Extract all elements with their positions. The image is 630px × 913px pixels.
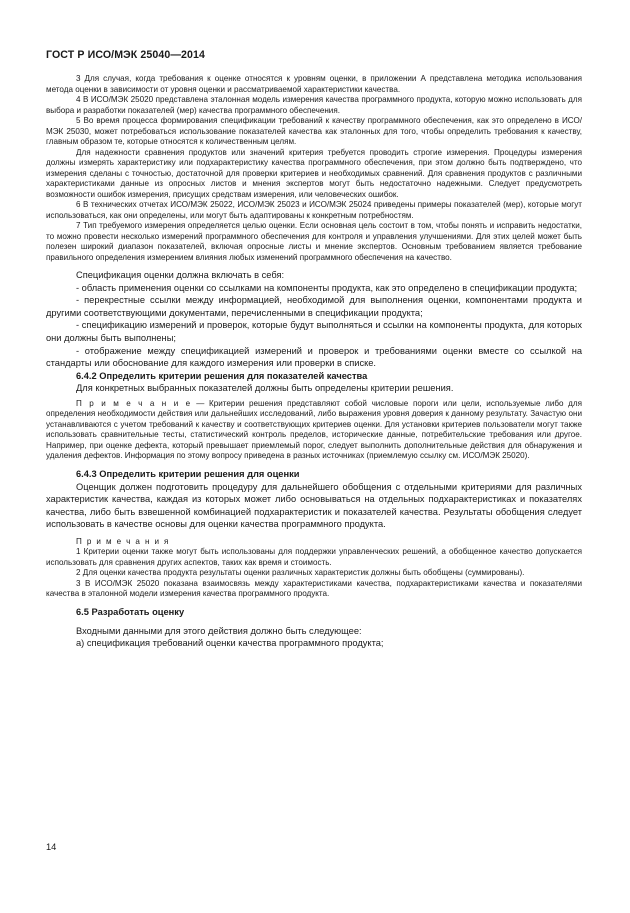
- note-text: — Критерии решения представляют собой числовые пороги или цели, используемые либо для определения необходимости действия или дальнейших исследований, либо выражения уровня доверия к данному результату. Зачастую они устанавливаются с учетом требований к качеству и соответствующих критериев оценки. Для установки критериев пользователи могут также использовать сравнительные тесты, статистический контроль пределов, исторические данные, потребительские требования или другое. Например, при оценке дефекта, который превышает приемлемый порог, следует выполнить дополнительные действия для обнаружения и удаления дефектов. Информация по этому вопросу приведена в разных источниках (приемлемую ссылку см. ИСО/МЭК 25020).: [46, 398, 582, 461]
- section-heading-6-4-3: 6.4.3 Определить критерии решения для оценки: [76, 468, 300, 479]
- section-6-4-2-note: [46, 399, 582, 462]
- page-header: ГОСТ Р ИСО/МЭК 25040—2014: [46, 49, 205, 61]
- section-6-5-item-a: а) спецификация требований оценки качества программного продукта;: [76, 638, 384, 649]
- note-label: П р и м е ч а н и е: [76, 398, 192, 408]
- section-heading-6-4-2: 6.4.2 Определить критерии решения для показателей качества: [76, 370, 368, 381]
- notes-label: П р и м е ч а н и я: [76, 536, 170, 546]
- section-6-4-2-text: Для конкретных выбранных показателей должны быть определены критерии решения.: [76, 383, 454, 394]
- section-6-4-3-note-1: 1 Критерии оценки также могут быть использованы для поддержки управленческих решений, а обобщенное качество допускается использовать для сравнения других аспектов, таких как время и стоимость.: [46, 547, 582, 567]
- section-heading-6-5: 6.5 Разработать оценку: [76, 606, 185, 617]
- note-4: 4 В ИСО/МЭК 25020 представлена эталонная модель измерения качества программного продукта, которую можно использовать для выбора и разработки показателей (мер) качества программного обеспечения.: [46, 95, 582, 115]
- spec-item-2: - перекрестные ссылки между информацией, необходимой для выполнения оценки, компонентами продукта и другими соответствующими документами, перечисленными в спецификации продукта;: [46, 295, 582, 318]
- note-5-continuation: Для надежности сравнения продуктов или значений критерия требуется проводить строгие измерения. Процедуры измерения должны измерять характеристику или подхарактеристику качества программного обеспечения, при этом должно быть подтверждено, что измерения сделаны с точностью, достаточной для проверки критериев и необходимых сравнений. Для сравнения продуктов с различными характеристиками данные из опросных листов и мнения экспертов могут быть недостаточно надежными. Следует предусмотреть возможности ошибок измерения, присущих средствам измерения, или человеческих ошибок.: [46, 147, 582, 199]
- spec-item-3: - спецификацию измерений и проверок, которые будут выполняться и ссылки на компоненты продукта, для которых они должны быть выполнены;: [46, 320, 582, 343]
- note-5: 5 Во время процесса формирования спецификации требований к качеству программного обеспечения, как это определено в ИСО/МЭК 25030, может потребоваться использование показателей качества как эталонных для того, чтобы определить требования к качеству, главным образом те, которые относятся к количественным целям.: [46, 116, 582, 146]
- note-3: 3 Для случая, когда требования к оценке относятся к уровням оценки, в приложении А представлена методика использования метода оценки в зависимости от уровня оценки и рассматриваемой характеристики качества.: [46, 74, 582, 94]
- spec-item-1: - область применения оценки со ссылками на компоненты продукта, как это определено в спецификации продукта;: [76, 282, 578, 293]
- section-6-5-intro: Входными данными для этого действия должно быть следующее:: [76, 625, 362, 636]
- spec-intro: Спецификация оценки должна включать в себя:: [76, 270, 285, 280]
- section-6-4-3-text: Оценщик должен подготовить процедуру для дальнейшего обобщения с отдельными критериями для различных характеристик качества, каждая из которых может либо основываться на отдельных подхарактеристиках и показателях качества, либо быть взвешенной комбинацией подхарактеристик и показателей качества. Результаты обобщения следует использовать в качестве основы для оценки качества программного продукта.: [46, 481, 582, 530]
- page-body: [46, 74, 582, 650]
- spec-item-4: - отображение между спецификацией измерений и проверок и требованиями оценки вместе со ссылкой на стандарты или обоснование для каждого измерения или проверки в списке.: [46, 345, 582, 369]
- section-6-4-3-note-2: 2 Для оценки качества продукта результаты оценки различных характеристик должны быть обобщены (суммированы).: [76, 568, 525, 578]
- note-6: 6 В технических отчетах ИСО/МЭК 25022, ИСО/МЭК 25023 и ИСО/МЭК 25024 приведены примеры показателей (мер), которые могут использоваться, как они определены, или могут быть адаптированы к конкретным потребностям.: [46, 200, 582, 220]
- section-6-4-3-note-3: 3 В ИСО/МЭК 25020 показана взаимосвязь между характеристиками качества, подхарактеристиками качества и показателями качества в эталонной модели измерения качества программного продукта.: [46, 578, 582, 599]
- page-number: 14: [46, 842, 57, 852]
- note-7: 7 Тип требуемого измерения определяется целью оценки. Если основная цель состоит в том, чтобы понять и исправить недостатки, то можно провести несколько измерений программного обеспечения для контроля и управления улучшениями. Для этих целей может быть полезен широкий диапазон показателей, включая опросные листы и мнение экспертов. Основным требованием является требование правильного определения измерением влияния любых изменений программного обеспечения на качество.: [46, 221, 582, 262]
